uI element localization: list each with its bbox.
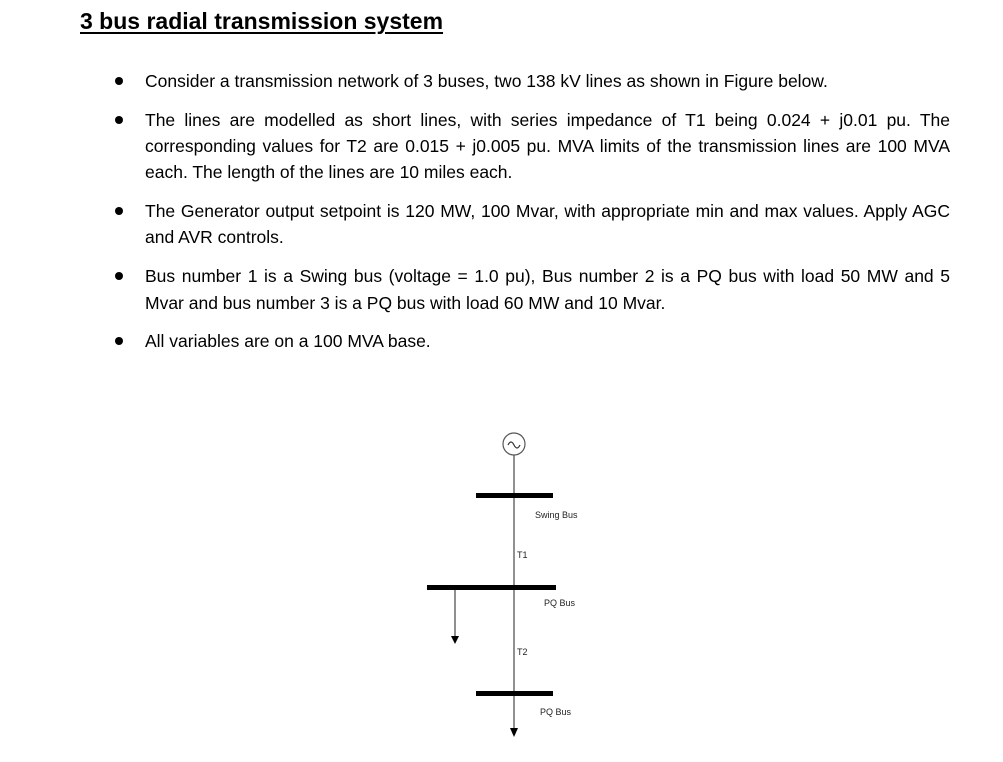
bullet-item: All variables are on a 100 MVA base. xyxy=(0,328,950,354)
swing-bus-bar xyxy=(476,493,553,498)
t1-label: T1 xyxy=(517,550,528,560)
bullet-item: The Generator output setpoint is 120 MW, 100 Mvar, with appropriate min and max values. Apply AGC and AVR controls. xyxy=(0,198,950,251)
load-arrow-icon xyxy=(451,590,459,644)
generator-icon xyxy=(503,433,525,455)
pq-bus-2-bar xyxy=(427,585,556,590)
pq-bus-2-label: PQ Bus xyxy=(544,598,576,608)
page-title: 3 bus radial transmission system xyxy=(80,8,444,34)
bullet-item: Bus number 1 is a Swing bus (voltage = 1.0 pu), Bus number 2 is a PQ bus with load 50 MW and 5 Mvar and bus number 3 is a PQ bus with load 60 MW and 10 Mvar. xyxy=(0,263,950,316)
load-arrow-icon xyxy=(510,728,518,737)
pq-bus-3-label: PQ Bus xyxy=(540,707,572,717)
t2-label: T2 xyxy=(517,647,528,657)
swing-bus-label: Swing Bus xyxy=(535,510,578,520)
bullet-item: The lines are modelled as short lines, with series impedance of T1 being 0.024 + j0.01 pu. The corresponding values for T2 are 0.015 + j0.005 pu. MVA limits of the transmission lines are 100 MVA each. The length of the lines are 10 miles each. xyxy=(0,107,950,186)
pq-bus-3-bar xyxy=(476,691,553,696)
bullet-item: Consider a transmission network of 3 buses, two 138 kV lines as shown in Figure below. xyxy=(0,68,950,94)
